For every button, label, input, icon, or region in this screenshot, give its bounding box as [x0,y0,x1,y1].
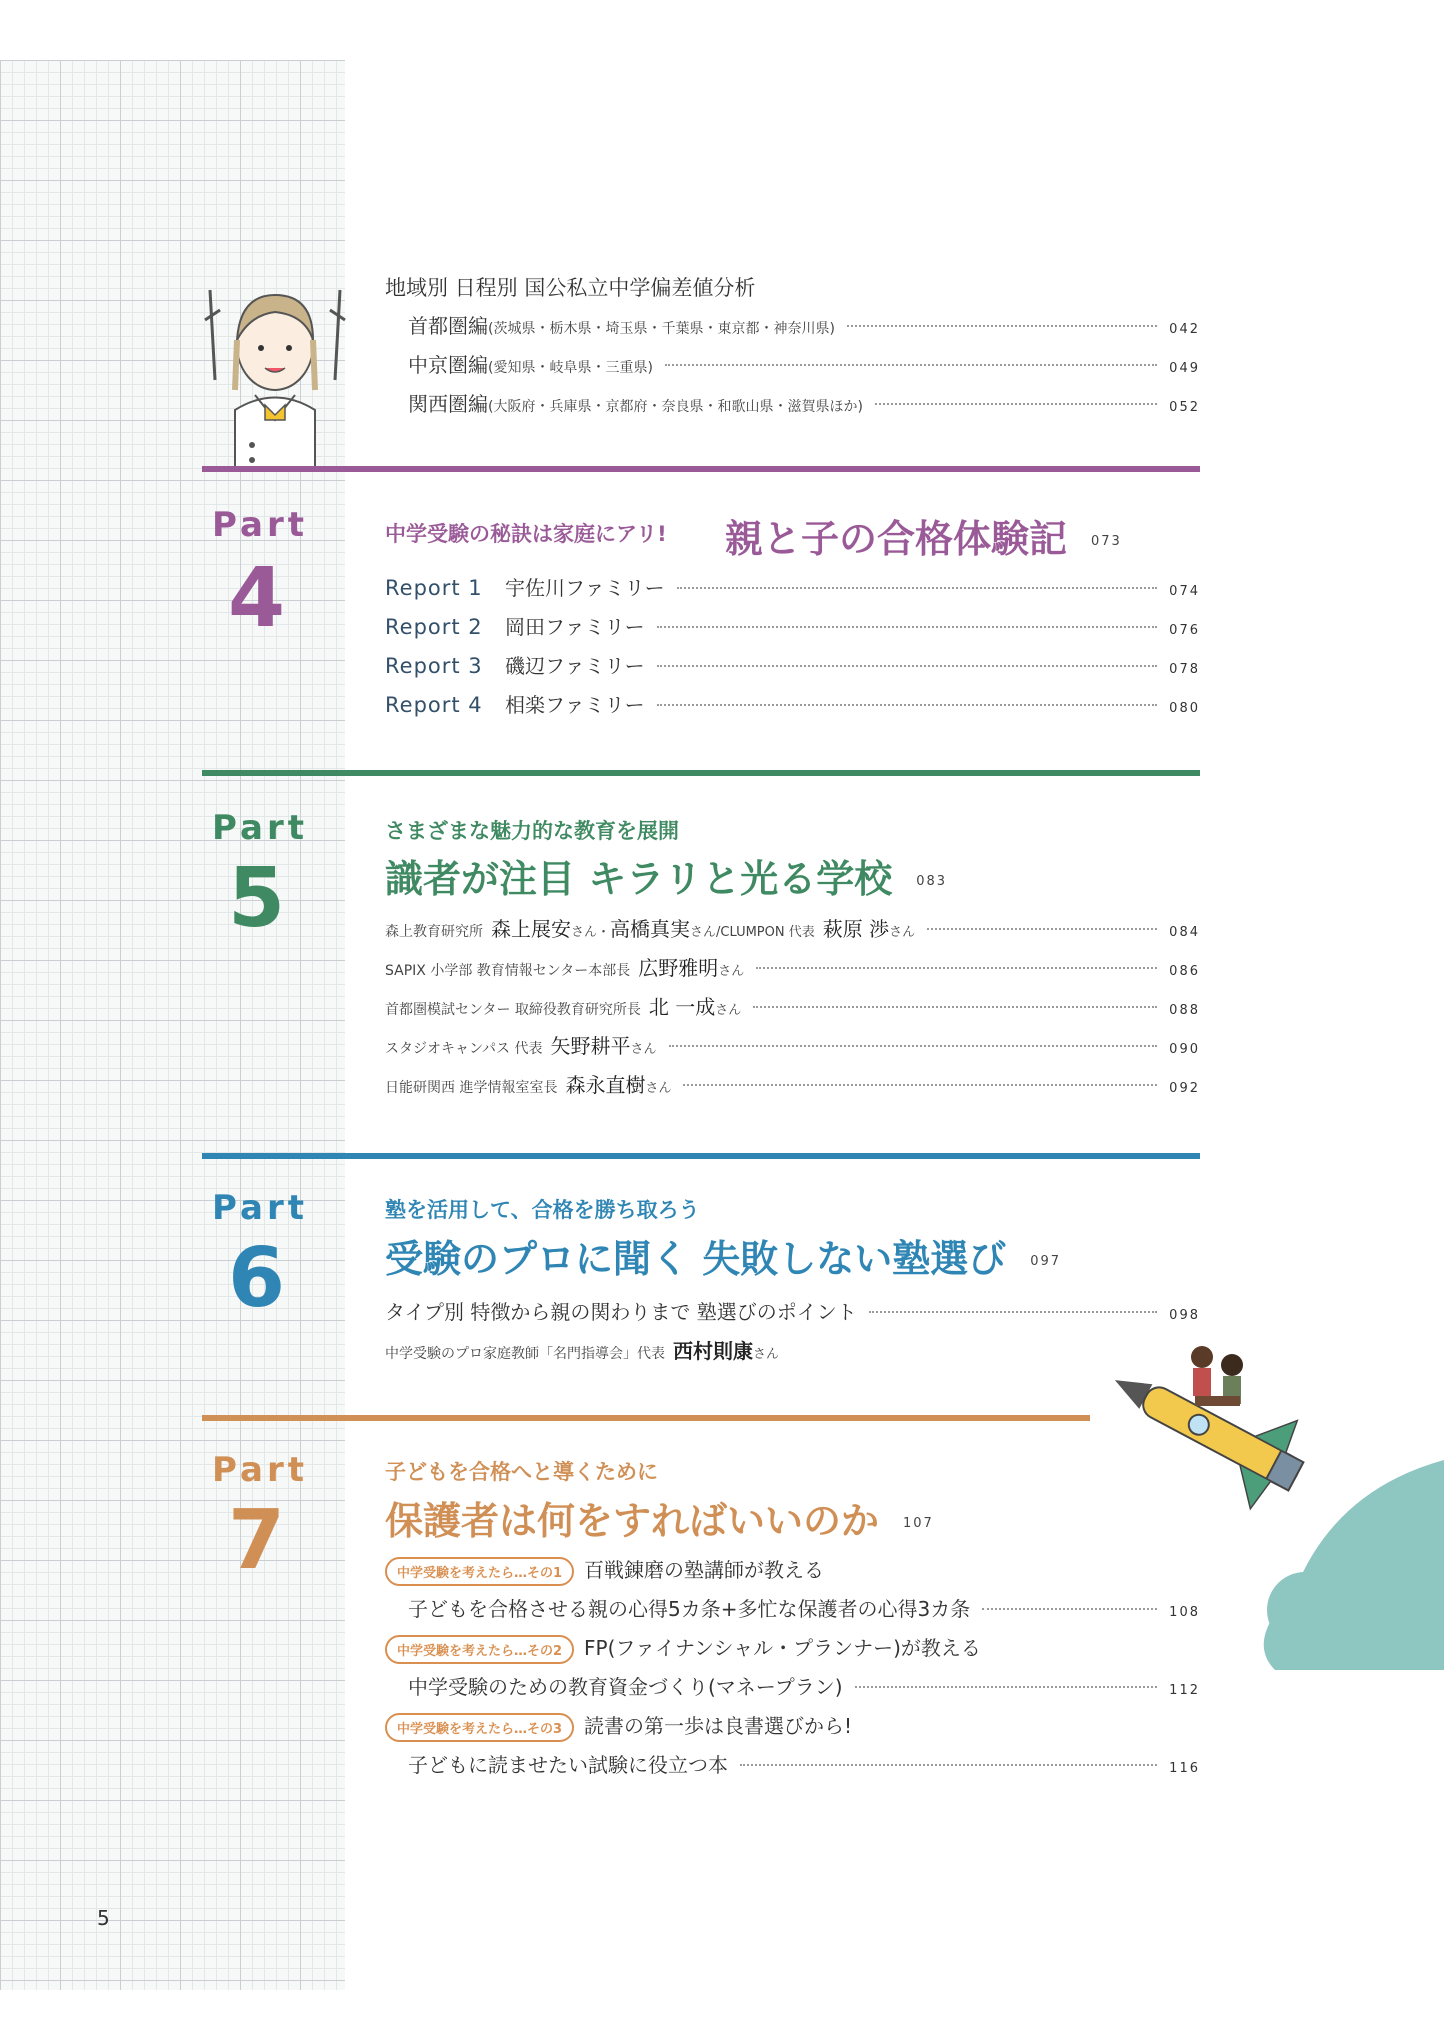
part7-title-page: 107 [903,1516,934,1531]
entry-label: タイプ別 特徴から親の関わりまで 塾選びのポイント [385,1300,857,1324]
part6-divider [202,1153,1200,1159]
page-ref: 098 [1169,1308,1200,1323]
author-affiliation: 中学受験のプロ家庭教師「名門指導会」代表 [385,1346,665,1362]
entry-label: 中学受験のための教育資金づくり(マネープラン) [408,1675,843,1699]
leader-dots [847,325,1157,327]
entry-label: 子どもを合格させる親の心得5カ条+多忙な保護者の心得3カ条 [408,1597,971,1621]
leader-dots [677,587,1158,589]
part4-label: Part [212,505,308,545]
expert-affiliation: 日能研関西 進学情報室室長 [385,1080,558,1096]
guide-lead-text: FP(ファイナンシャル・プランナー)が教える [584,1636,981,1660]
page-ref: 076 [1169,623,1200,638]
page-ref: 088 [1169,1003,1200,1018]
part7-title-line[interactable] [385,1490,934,1545]
expert-name: 森永直樹 [565,1073,646,1097]
part6-label: Part [212,1188,308,1228]
part6-eyebrow: 塾を活用して、合格を勝ち取ろう [385,1198,700,1222]
expert-name: 萩原 渉 [822,917,890,941]
expert-name: 森上展安 [491,917,571,941]
part7-divider [202,1415,1090,1421]
page-ref: 042 [1169,322,1200,337]
part6-title-page: 097 [1030,1254,1062,1269]
guide-lead-text: 読書の第一歩は良書選びから! [584,1714,853,1738]
part7-eyebrow: 子どもを合格へと導くために [385,1460,658,1484]
expert-entry[interactable] [385,991,1200,1020]
part5-divider [202,770,1200,776]
part5-label: Part [212,808,308,848]
honorific: さん [889,925,916,940]
part4-title-line[interactable] [725,508,1122,563]
report-entry[interactable] [385,611,1200,640]
page-ref: 090 [1169,1042,1200,1057]
page-ref: 084 [1169,925,1200,940]
page-ref: 112 [1169,1683,1200,1698]
part4-number: 4 [228,551,286,646]
page-ref: 074 [1169,584,1200,599]
part5-eyebrow: さまざまな魅力的な教育を展開 [385,819,679,843]
leader-dots [665,364,1157,366]
report-key: Report 3 [385,654,483,678]
part5-number: 5 [228,851,286,946]
page-ref: 108 [1169,1605,1200,1620]
part7-label: Part [212,1450,308,1490]
region-detail: (大阪府・兵庫県・京都府・奈良県・和歌山県・滋賀県ほか) [488,399,863,415]
report-key: Report 2 [385,615,483,639]
expert-entry[interactable] [385,913,1200,942]
leader-dots [982,1608,1157,1610]
expert-affiliation: スタジオキャンパス 代表 [385,1041,543,1057]
toc-entry[interactable] [408,1593,1200,1622]
page-ref: 080 [1169,701,1200,716]
part4-title-page: 073 [1091,534,1122,549]
leader-dots [875,403,1157,405]
region-name: 関西圏編 [408,392,488,416]
honorific: さん・ [571,925,611,940]
guide-lead [385,1554,1200,1586]
toc-entry[interactable] [408,310,1200,339]
step-badge: 中学受験を考えたら…その3 [385,1713,574,1742]
leader-dots [927,928,1157,930]
honorific: さん [753,1347,780,1362]
region-name: 中京圏編 [408,353,488,377]
report-family: 磯辺ファミリー [505,654,645,678]
expert-entry[interactable] [385,1030,1200,1059]
entry-label: 子どもに読ませたい試験に役立つ本 [408,1753,728,1777]
expert-affiliation: SAPIX 小学部 教育情報センター本部長 [385,963,631,979]
part7-number: 7 [228,1493,286,1588]
page-ref: 092 [1169,1081,1200,1096]
guide-lead [385,1710,1200,1742]
toc-entry[interactable] [408,349,1200,378]
page-ref: 086 [1169,964,1200,979]
girl-pointing-illustration [195,270,355,470]
report-entry[interactable] [385,650,1200,679]
part4-eyebrow: 中学受験の秘訣は家庭にアリ! [385,522,667,546]
report-family: 宇佐川ファミリー [505,576,665,600]
part6-title-line[interactable] [385,1228,1061,1283]
leader-dots [753,1006,1157,1008]
report-entry[interactable] [385,572,1200,601]
leader-dots [869,1311,1157,1313]
page-ref: 116 [1169,1761,1200,1776]
expert-affiliation: 森上教育研究所 [385,924,483,940]
leader-dots [657,626,1158,628]
expert-affiliation: 首都圏模試センター 取締役教育研究所長 [385,1002,641,1018]
page-ref: 078 [1169,662,1200,677]
expert-name: 高橋真実 [610,917,691,941]
guide-lead [385,1632,1200,1664]
region-detail: (愛知県・岐阜県・三重県) [488,360,653,376]
honorific: さん [715,1003,742,1018]
leader-dots [855,1686,1158,1688]
leader-dots [657,665,1158,667]
leader-dots [740,1764,1157,1766]
leader-dots [756,967,1157,969]
leader-dots [669,1045,1158,1047]
step-badge: 中学受験を考えたら…その2 [385,1635,574,1664]
toc-entry[interactable] [408,1671,1200,1700]
honorific: さん [718,964,745,979]
part4-divider [202,466,1200,472]
expert-entry[interactable] [385,952,1200,981]
report-family: 相楽ファミリー [505,693,645,717]
part6-title: 受験のプロに聞く 失敗しない塾選び [385,1237,1007,1281]
part5-title: 識者が注目 キラリと光る学校 [385,857,893,901]
part4-title: 親と子の合格体験記 [725,517,1068,561]
toc-entry[interactable] [408,1749,1200,1778]
part7-title: 保護者は何をすればいいのか [385,1499,880,1543]
toc-entry[interactable] [385,1296,1200,1325]
toc-entry[interactable] [408,388,1200,417]
region-name: 首都圏編 [408,314,488,338]
page-number: 5 [97,1906,110,1930]
page-ref: 052 [1169,400,1200,415]
region-detail: (茨城県・栃木県・埼玉県・千葉県・東京都・神奈川県) [488,321,835,337]
part6-number: 6 [228,1231,286,1326]
step-badge: 中学受験を考えたら…その1 [385,1557,574,1586]
guide-lead-text: 百戦錬磨の塾講師が教える [584,1558,825,1582]
region-heading: 地域別 日程別 国公私立中学偏差値分析 [385,276,756,300]
page-ref: 049 [1169,361,1200,376]
leader-dots [683,1084,1157,1086]
expert-name: 広野雅明 [638,956,719,980]
honorific: さん/CLUMPON 代表 [690,925,815,940]
honorific: さん [645,1081,672,1096]
part5-title-page: 083 [916,874,948,889]
report-entry[interactable] [385,689,1200,718]
expert-name: 北 一成 [648,995,716,1019]
honorific: さん [630,1042,657,1057]
expert-entry[interactable] [385,1069,1200,1098]
expert-name: 矢野耕平 [550,1034,631,1058]
report-key: Report 1 [385,576,483,600]
report-key: Report 4 [385,693,483,717]
part5-title-line[interactable] [385,848,947,903]
report-family: 岡田ファミリー [505,615,645,639]
author-name: 西村則康 [673,1339,753,1363]
leader-dots [657,704,1158,706]
